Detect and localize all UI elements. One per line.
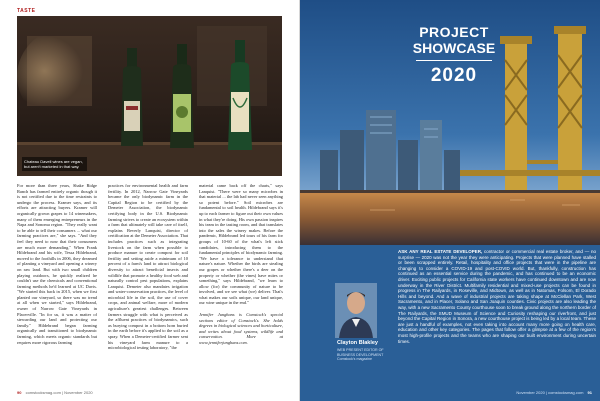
right-page	[300, 0, 600, 401]
wine-bottles-illustration	[17, 16, 282, 176]
title-divider	[416, 60, 492, 61]
title-year: 2020	[430, 65, 478, 86]
intro-lead: ASK ANY REAL ESTATE DEVELOPER,	[398, 249, 483, 254]
intro-body: contractor or commercial real estate broker, and — no surprise — 2020 was not the year they were anticipating. Projects that were planned have stalled or been scrapped entirely. Retail, hospitality and office projects that were in the pipeline are changing to consider a COVID-19 and post-COVID world. But, thankfully, construction has continued as an essential service during the pandemic, and has continued to be an economic driver. Exciting public projects for California state workers have continued downtown and are now underway in the River District. Multifamily residential and mixed-use projects can be found in progress in The Railyards, in Roseville, and Midtown, as well as in Natomas, Folsom, El Dorado Hills and beyond. And a wave of industrial projects are taking shape at McClellan Park, West Sacramento, and in Placer, Solano and San Joaquin counties. Civic projects are also leading the way, with a new Sacramento County courthouse soon to break ground along the northern border of The Railyards, the SMUD Museum of Science and Curiosity reshaping our riverfront, and just beyond the Capital Region in Sonora, a new courthouse project is being led by a local team. These are just a handful of examples, not even taking into account many more going on health care, education and other key categories. The pages that follow offer a glimpse at a few of the region's most high-profile projects and the teams who are shaping our built environment during uncertain times.	[398, 249, 596, 344]
wine-bottles-photo	[17, 16, 282, 176]
author-portrait	[335, 283, 377, 338]
photo-caption: Chateau Davell wines are vegan, but aren't marketed in that way.	[22, 157, 87, 171]
left-page-number: 90	[17, 390, 22, 395]
right-footer	[516, 390, 592, 395]
right-page-number: 91	[587, 390, 592, 395]
left-footer	[17, 390, 93, 395]
column-2-text: practices for environmental health and farm fertility. In 2012, Narrow Gate Vineyards became the only biodynamic farm in the Capital Region to be certified by the Demeter Association, the biodynamic certifying body in the U.S. Biodynamic farming strives to create an ecosystem within a farm that ultimately will take care of itself, explains Beverly Lanquist, director of certification at the Demeter Association. That includes practices such as integrating livestock on the farm when possible to produce manure to create compost for soil fertility and setting aside a minimum of 10 percent of a farm's land to attract biological diversity to attract beneficial insects and wildlife that promote a healthy food web and naturally control pest populations, explains Lanquist. Demeter also mandates irrigation and water-conservation practices, the level of microbial life in the soil, the use of cover crops, and animal welfare, more of modern agriculture's greatest challenges. Between farmers struggle with what is perceived as the affluent practices of biodynamics, such as burying compost in a bottom horn buried in the earth before it's applied to the soil as a spray. When a Demeter-certified farmer sent his vineyard farm manure to a microbiological testing laboratory, "the	[108, 183, 188, 351]
author-bio: Jennifer Junghans is Comstock's special sections editor of Comstock's. She holds degrees in biological sciences and horticulture, and writes about food systems, wildlife and conservation. More at www.jenniferjunghans.com.	[199, 312, 283, 346]
article-column-3	[199, 183, 283, 346]
showcase-title	[406, 24, 502, 86]
article-column-2	[108, 183, 188, 351]
intro-text	[398, 249, 596, 344]
column-3-text: material came back off the charts," says Lanquist. "There were so many microbes in that material ... the lab had never seen anything so potent before." Soil microbes are fundamental to soil health. Hildebrand says it's up to each farmer to figure out their own values in what they're doing. His own passion inspires his team in the tasting room, and that translates into the sales the winery makes. Before the pandemic, Hildebrand led tours of his farm for groups of 10-60 of the what's left stick candidates, introducing them to the fundamental principles of biodynamic farming. "We have a tolerance to understand that nature's nature. Whether the birds are stealing our grapes or whether there's a deer on the property or whether (the vines) have mites or something," says Hildebrand, "we learn to allow (for) the community of nature to be involved, and we see what (we) deliver. That's what makes our soils unique, our land unique, our wine unique in the end."	[199, 183, 283, 306]
title-line-2: SHOWCASE	[412, 40, 496, 56]
author-title: WEB PRESENT EDITOR OF BUSINESS DEVELOPMENT Comstock's magazine	[337, 348, 384, 361]
article-column-1	[17, 183, 97, 345]
section-label: TASTE	[17, 8, 36, 14]
column-1-text: For more than three years, Shake Ridge Ranch has farmed entirely organic though it is not certified due to the time restraints to undergo the process. Kramer says, and its efforts are attracting buyers. Kramer will organically grown grapes to 14 winemakers, many of them emerging entrepreneurs in the Napa and Sonoma region. "They really want to be able to tell their consumers ... what our farming practices are," she says. "And they feel they need to now that their consumers are much more demanding." When Frank Hildebrand and his wife, Tessa Hildebrand, moved to the foothills in 2006, they dreamed of planting a vineyard and opening a winery on raw land. But with two small children playing outdoors, he quickly realized he couldn't use the chemicals and conventional farming methods he'd learned at UC Davis. "We started this back in 2015, when we first planted our vineyard, so there was no trend at all when we started," says Hildebrand, owner of Narrow Gate Vineyards in Placerville. "In for us, it was a matter of stewarding our land and protecting our family." Hildebrand began farming organically and transitioned to biodynamic farming, which meets organic standards but requires more rigorous farming	[17, 183, 97, 345]
author-name: Clayton Blakley	[337, 340, 378, 346]
author-avatar	[335, 283, 377, 338]
left-footer-text: comstocksmag.com | November 2020	[25, 390, 93, 395]
title-line-1: PROJECT	[419, 24, 489, 40]
right-footer-text: November 2020 | comstocksmag.com	[516, 390, 584, 395]
